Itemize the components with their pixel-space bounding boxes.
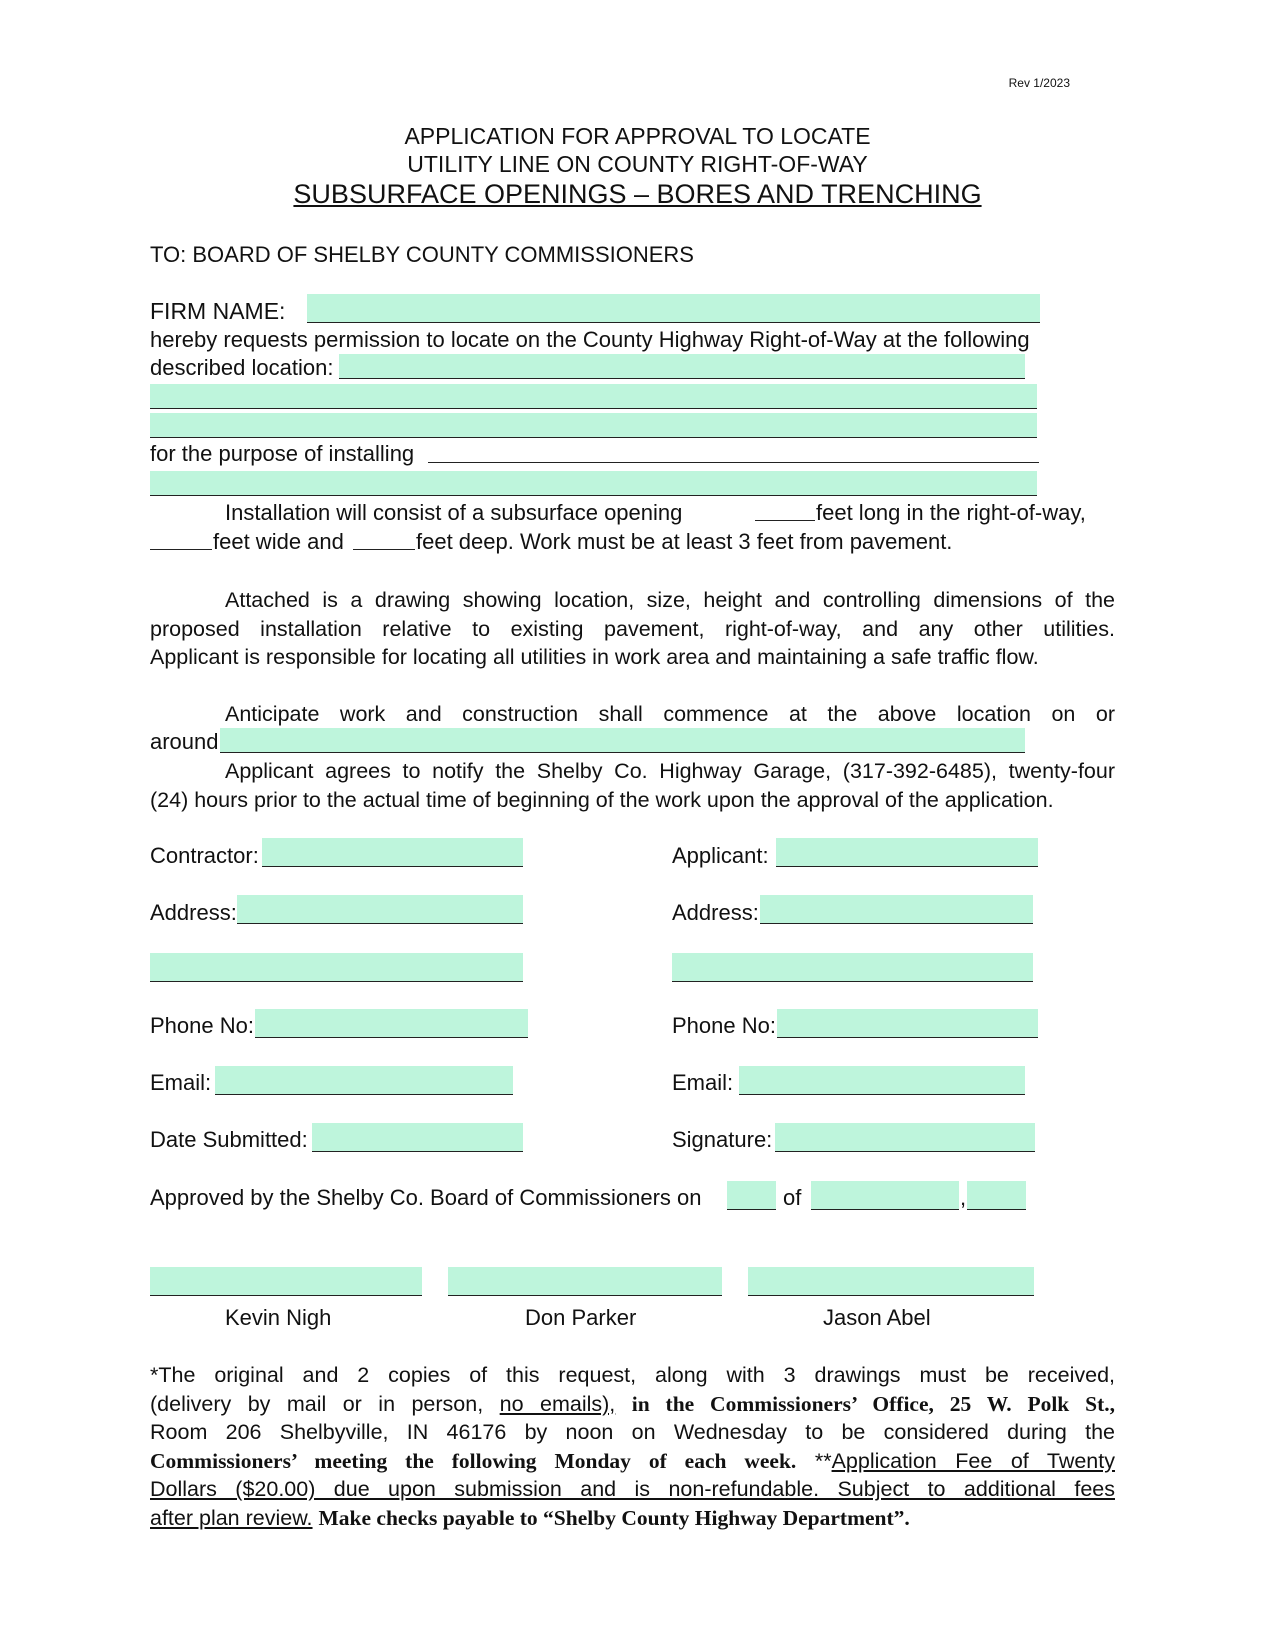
approved-text: Approved by the Shelby Co. Board of Commissioners on	[150, 1185, 702, 1210]
anticipate-line-1: Anticipate work and construction shall commence at the above location on or	[225, 702, 1115, 726]
footer-fee-text-2: Dollars ($20.00) due upon submission and is non-refundable. Subject to additional fees	[150, 1477, 1115, 1501]
contractor-field[interactable]	[262, 838, 523, 867]
footer-office-address: in the Commissioners’ Office, 25 W. Polk St.,	[631, 1391, 1115, 1416]
applicant-address-field-1[interactable]	[760, 895, 1033, 924]
described-location-field-1[interactable]	[339, 354, 1025, 379]
firm-name-field[interactable]	[307, 294, 1040, 323]
anticipate-line-4: (24) hours prior to the actual time of beginning of the work upon the approval of the application.	[150, 787, 1054, 812]
contractor-email-label: Email:	[150, 1070, 212, 1095]
contractor-phone-field[interactable]	[255, 1009, 528, 1038]
install-text-1: Installation will consist of a subsurface opening	[225, 500, 683, 525]
applicant-phone-field[interactable]	[777, 1009, 1038, 1038]
start-date-field[interactable]	[220, 728, 1025, 753]
length-blank[interactable]	[755, 500, 815, 521]
attached-line-1: Attached is a drawing showing location, size, height and controlling dimensions of the	[225, 588, 1115, 612]
contractor-address-field-1[interactable]	[237, 895, 523, 924]
anticipate-line-3: Applicant agrees to notify the Shelby Co. Highway Garage, (317-392-6485), twenty-four	[225, 759, 1115, 783]
install-text-3: feet wide and	[213, 529, 344, 554]
depth-blank[interactable]	[353, 529, 415, 550]
described-location-field-3[interactable]	[150, 413, 1037, 438]
approved-month-field[interactable]	[811, 1181, 959, 1210]
signature-field[interactable]	[775, 1123, 1035, 1152]
signature-label: Signature:	[672, 1127, 773, 1152]
footer-instructions	[150, 1361, 1115, 1532]
title-line-3: SUBSURFACE OPENINGS – BORES AND TRENCHING	[293, 179, 982, 209]
purpose-field-2[interactable]	[150, 471, 1037, 496]
date-submitted-field[interactable]	[312, 1123, 523, 1152]
footer-line-3: Room 206 Shelbyville, IN 46176 by noon on Wednesday to be considered during the	[150, 1420, 1115, 1444]
described-location-label: described location:	[150, 355, 334, 380]
approved-of-text: of	[783, 1185, 802, 1210]
to-line: TO: BOARD OF SHELBY COUNTY COMMISSIONERS	[150, 242, 694, 267]
footer-plan-review: after plan review.	[150, 1505, 313, 1530]
purpose-label: for the purpose of installing	[150, 441, 415, 466]
footer-line-2a: (delivery by mail or in person,	[150, 1391, 484, 1416]
applicant-email-label: Email:	[672, 1070, 734, 1095]
attached-paragraph	[150, 586, 1115, 672]
described-location-field-2[interactable]	[150, 384, 1037, 409]
date-submitted-label: Date Submitted:	[150, 1127, 308, 1152]
contractor-address-label: Address:	[150, 900, 237, 925]
contractor-phone-label: Phone No:	[150, 1013, 254, 1038]
footer-line-1: *The original and 2 copies of this request, along with 3 drawings must be received,	[150, 1363, 1115, 1387]
attached-line-2: proposed installation relative to existing pavement, right-of-way, and any other utilities.	[150, 616, 1115, 641]
firm-name-label: FIRM NAME:	[150, 298, 286, 324]
footer-no-emails: no emails),	[499, 1391, 616, 1416]
contractor-address-field-2[interactable]	[150, 953, 523, 982]
contractor-email-field[interactable]	[215, 1066, 513, 1095]
footer-meeting-text: Commissioners’ meeting the following Monday of each week.	[150, 1448, 797, 1473]
commissioner-signature-2[interactable]	[448, 1267, 722, 1296]
revision-label: Rev 1/2023	[1008, 76, 1070, 90]
install-text-4: feet deep. Work must be at least 3 feet from pavement.	[416, 529, 953, 554]
commissioner-signature-3[interactable]	[748, 1267, 1034, 1296]
request-text: hereby requests permission to locate on the County Highway Right-of-Way at the following	[150, 327, 1030, 352]
approved-day-field[interactable]	[727, 1181, 776, 1210]
applicant-label: Applicant:	[672, 843, 769, 868]
anticipate-paragraph	[150, 700, 1115, 729]
commissioner-name-1: Kevin Nigh	[225, 1305, 332, 1330]
title-line-1: APPLICATION FOR APPROVAL TO LOCATE	[404, 123, 871, 149]
commissioner-name-2: Don Parker	[525, 1305, 637, 1330]
purpose-field-1[interactable]	[428, 442, 1039, 463]
footer-checks-payable: Make checks payable to “Shelby County Highway Department”.	[318, 1505, 910, 1530]
commissioner-signature-1[interactable]	[150, 1267, 422, 1296]
attached-line-3: Applicant is responsible for locating all utilities in work area and maintaining a safe traffic flow.	[150, 645, 1039, 669]
install-text-2: feet long in the right-of-way,	[816, 500, 1086, 525]
footer-fee-text-1: Application Fee of Twenty	[831, 1448, 1115, 1473]
applicant-address-field-2[interactable]	[672, 953, 1033, 982]
applicant-phone-label: Phone No:	[672, 1013, 776, 1038]
footer-asterisks: **	[796, 1448, 832, 1473]
contractor-label: Contractor:	[150, 843, 259, 868]
notify-paragraph	[150, 757, 1115, 814]
width-blank[interactable]	[150, 529, 212, 550]
approved-comma: ,	[960, 1185, 967, 1210]
title-line-2: UTILITY LINE ON COUNTY RIGHT-OF-WAY	[407, 151, 868, 177]
applicant-email-field[interactable]	[739, 1066, 1025, 1095]
commissioner-name-3: Jason Abel	[823, 1305, 931, 1330]
around-label: around	[150, 729, 219, 754]
applicant-field[interactable]	[776, 838, 1038, 867]
approved-year-field[interactable]	[967, 1181, 1026, 1210]
applicant-address-label: Address:	[672, 900, 759, 925]
